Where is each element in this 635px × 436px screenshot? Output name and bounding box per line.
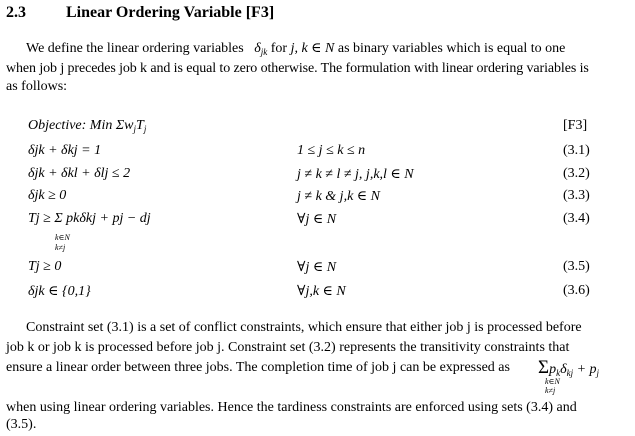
constraint-3-2-left: δjk + δkl + δlj ≤ 2 [28,166,131,181]
discussion-line-4: when using linear ordering variables. Hence the tardiness constraints are enforced using sets (3.4) and [6,400,577,415]
constraint-3-3-cond: j ≠ k & j,k ∈ N [297,189,380,204]
discussion-line-1: Constraint set (3.1) is a set of conflict constraints, which ensure that either job j is processed before [26,320,582,335]
intro-line-1 [26,40,565,57]
discussion-line-5: (3.5). [6,417,37,432]
index-set: j, k ∈ N [290,41,335,56]
constraint-3-2-num: (3.2) [563,166,590,181]
discussion-line-2: job k or job k is processed before job j. Constraint set (3.2) represents the transitivity constraints that [6,340,570,355]
constraint-3-6-left: δjk ∈ {0,1} [28,284,91,299]
sum-index-2: k≠j [55,243,66,252]
inline-sum-index-2: k≠j [545,386,556,395]
objective-sum: Σw [115,118,134,133]
constraint-3-1-num: (3.1) [563,143,590,158]
constraint-3-1-left: δjk + δkj = 1 [28,143,102,158]
section-number: 2.3 [6,4,26,21]
delta-subscript: jk [260,47,268,57]
sum-index-1: k∈N [55,233,70,242]
discussion-line-3: ensure a linear order between three jobs. The completion time of job j can be expressed as [6,360,510,375]
constraint-3-3-left: δjk ≥ 0 [28,188,67,203]
constraint-3-4-left: Tj ≥ Σ pkδkj + pj − dj [28,211,151,226]
constraint-3-5-num: (3.5) [563,259,590,274]
intro-text-rest: as binary variables which is equal to one [337,41,566,56]
intro-text-for: for [270,41,288,56]
constraint-3-5-cond: ∀j ∈ N [297,260,337,275]
objective-sub-2: j [143,124,147,134]
delta-symbol: δ [254,41,261,56]
intro-text: We define the linear ordering variables [26,41,244,56]
constraint-3-5-left: Tj ≥ 0 [28,259,62,274]
constraint-3-4-num: (3.4) [563,211,590,226]
model-label: [F3] [563,118,588,133]
constraint-3-2-cond: j ≠ k ≠ l ≠ j, j,k,l ∈ N [297,167,414,182]
constraint-3-1-cond: 1 ≤ j ≤ k ≤ n [297,143,366,158]
inline-sum-index-1: k∈N [545,377,560,386]
intro-line-3: as follows: [6,79,68,94]
objective-T: T [136,118,144,133]
constraint-3-6-num: (3.6) [563,283,590,298]
objective [28,118,146,134]
constraint-3-4-cond: ∀j ∈ N [297,212,337,227]
objective-label: Objective: Min [28,118,113,133]
intro-line-2: when job j precedes job k and is equal to zero otherwise. The formulation with linear ordering variables is [6,61,589,76]
constraint-3-3-num: (3.3) [563,188,590,203]
section-title: Linear Ordering Variable [F3] [66,4,275,21]
completion-time-expr: $\Sigma p_k\delta_{kj} + p_j$ [538,357,600,378]
objective-sub: j [133,124,137,134]
constraint-3-6-cond: ∀j,k ∈ N [297,284,346,299]
